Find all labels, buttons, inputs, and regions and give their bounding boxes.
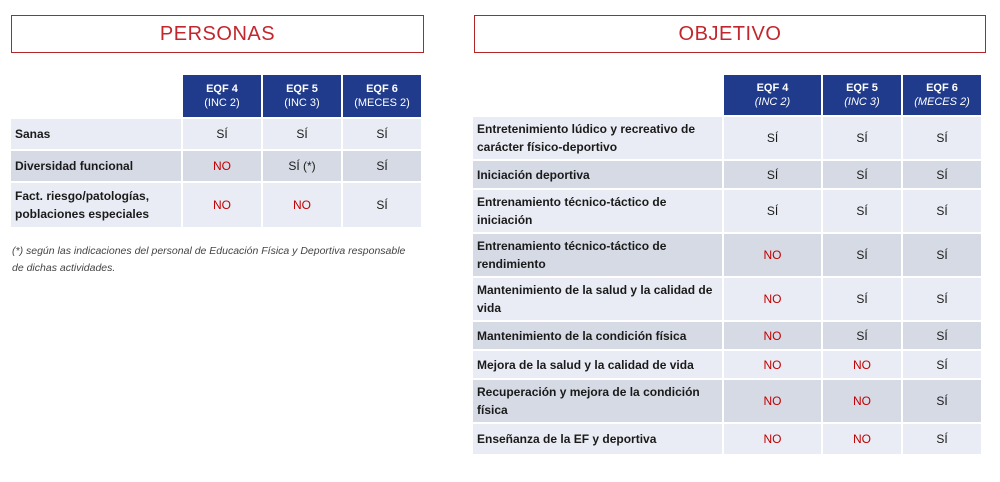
personas-title: PERSONAS <box>11 15 424 53</box>
row-label: Entrenamiento técnico-táctico de iniciación <box>473 190 722 232</box>
cell-value: SÍ <box>903 190 981 232</box>
row-label: Entrenamiento técnico-táctico de rendimiento <box>473 234 722 276</box>
cell-value: SÍ <box>724 117 821 159</box>
table-row <box>473 380 981 422</box>
row-label: Fact. riesgo/patologías, poblaciones especiales <box>11 183 181 227</box>
cell-value: NO <box>724 380 821 422</box>
cell-value: SÍ <box>183 119 261 149</box>
cell-value: NO <box>823 351 901 378</box>
row-label: Enseñanza de la EF y deportiva <box>473 424 722 454</box>
table-row <box>473 351 981 378</box>
cell-value: SÍ <box>724 161 821 188</box>
cell-value: NO <box>823 424 901 454</box>
cell-value: NO <box>724 351 821 378</box>
footnote: (*) según las indicaciones del personal de Educación Física y Deportiva responsable de dichas actividades. <box>12 245 406 274</box>
cell-value: SÍ <box>343 151 421 181</box>
table-row <box>11 183 421 227</box>
row-label: Mantenimiento de la condición física <box>473 322 722 349</box>
table-row <box>473 161 981 188</box>
cell-value: SÍ <box>903 161 981 188</box>
cell-value: SÍ <box>903 424 981 454</box>
cell-value: SÍ <box>903 322 981 349</box>
cell-value: NO <box>823 380 901 422</box>
cell-value: SÍ <box>343 119 421 149</box>
cell-value: SÍ (*) <box>263 151 341 181</box>
cell-value: NO <box>263 183 341 227</box>
col-header-eqf6: EQF 6 (MECES 2) <box>903 75 981 115</box>
table-row <box>11 151 421 181</box>
table-row <box>473 234 981 276</box>
col-header-eqf6: EQF 6 (MECES 2) <box>343 75 421 117</box>
cell-value: NO <box>724 234 821 276</box>
row-label: Sanas <box>11 119 181 149</box>
row-label: Iniciación deportiva <box>473 161 722 188</box>
cell-value: SÍ <box>343 183 421 227</box>
table-row <box>473 117 981 159</box>
cell-value: SÍ <box>903 234 981 276</box>
col-header-eqf5: EQF 5 (INC 3) <box>823 75 901 115</box>
row-label: Diversidad funcional <box>11 151 181 181</box>
col-header-eqf4: EQF 4 (INC 2) <box>724 75 821 115</box>
row-label: Mantenimiento de la salud y la calidad de vida <box>473 278 722 320</box>
cell-value: SÍ <box>903 117 981 159</box>
objetivo-table <box>471 73 983 456</box>
cell-value: SÍ <box>823 278 901 320</box>
table-row <box>473 278 981 320</box>
col-header-eqf4: EQF 4 (INC 2) <box>183 75 261 117</box>
personas-table <box>9 73 423 229</box>
row-label: Entretenimiento lúdico y recreativo de carácter físico-deportivo <box>473 117 722 159</box>
cell-value: SÍ <box>263 119 341 149</box>
cell-value: SÍ <box>903 351 981 378</box>
objetivo-title: OBJETIVO <box>474 15 986 53</box>
table-row <box>11 119 421 149</box>
cell-value: NO <box>724 424 821 454</box>
row-label: Recuperación y mejora de la condición física <box>473 380 722 422</box>
cell-value: NO <box>183 151 261 181</box>
cell-value: SÍ <box>823 322 901 349</box>
table-row <box>473 424 981 454</box>
col-header-eqf5: EQF 5 (INC 3) <box>263 75 341 117</box>
cell-value: SÍ <box>724 190 821 232</box>
row-label: Mejora de la salud y la calidad de vida <box>473 351 722 378</box>
cell-value: SÍ <box>823 161 901 188</box>
cell-value: SÍ <box>823 117 901 159</box>
cell-value: SÍ <box>823 234 901 276</box>
cell-value: NO <box>724 322 821 349</box>
cell-value: SÍ <box>903 380 981 422</box>
cell-value: NO <box>183 183 261 227</box>
cell-value: NO <box>724 278 821 320</box>
cell-value: SÍ <box>823 190 901 232</box>
table-row <box>473 322 981 349</box>
table-row <box>473 190 981 232</box>
cell-value: SÍ <box>903 278 981 320</box>
